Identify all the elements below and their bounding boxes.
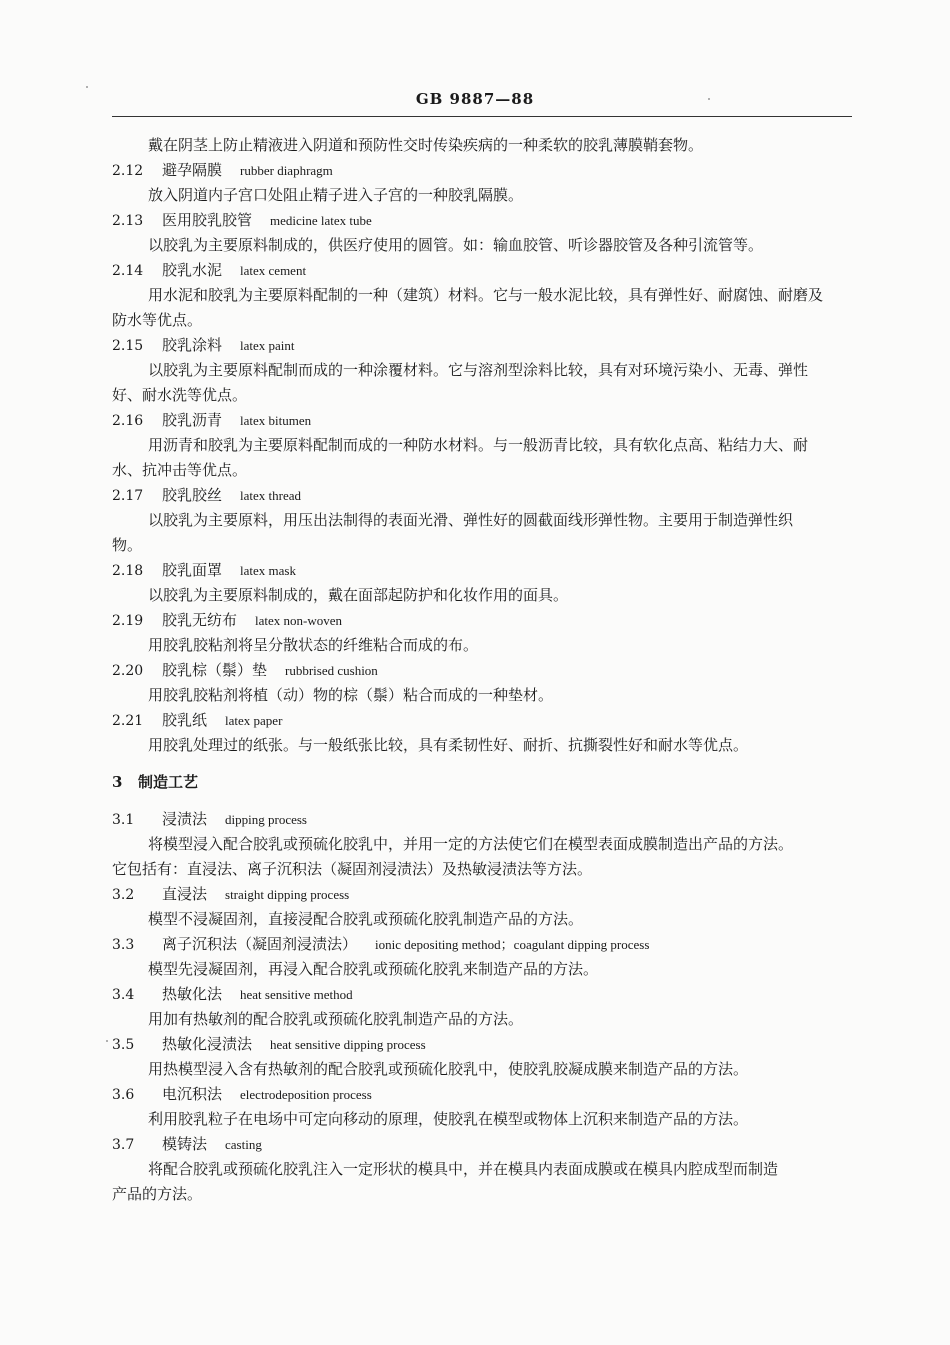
term-english: electrodeposition process — [240, 1087, 372, 1102]
term-heading — [112, 158, 857, 183]
term-chinese: 热敏化法 — [162, 985, 223, 1003]
term-chinese: 胶乳棕（鬃）垫 — [162, 661, 268, 679]
term-heading — [112, 708, 857, 733]
term-english: dipping process — [225, 812, 307, 827]
term-heading — [112, 1132, 857, 1157]
definition-text: 以胶乳为主要原料制成的，戴在面部起防护和化妆作用的面具。 — [148, 586, 569, 604]
term-english: rubbrised cushion — [285, 663, 378, 678]
term-english: rubber diaphragm — [240, 163, 333, 178]
term-english: latex cement — [240, 263, 307, 278]
term-chinese: 直浸法 — [162, 885, 208, 903]
term-english: latex thread — [240, 488, 302, 503]
term-english: latex non-woven — [255, 613, 343, 628]
term-number: 2.21 — [112, 713, 144, 729]
term-number: 2.20 — [112, 663, 144, 679]
term-chinese: 浸渍法 — [162, 810, 208, 828]
term-chinese: 胶乳沥青 — [162, 411, 223, 429]
scan-speck — [86, 86, 88, 88]
term-english: heat sensitive method — [240, 987, 353, 1002]
term-number: 2.12 — [112, 163, 144, 179]
term-heading — [112, 882, 857, 907]
definition-text: 用胶乳处理过的纸张。与一般纸张比较，具有柔韧性好、耐折、抗撕裂性好和耐水等优点。 — [148, 736, 749, 754]
term-english: medicine latex tube — [270, 213, 372, 228]
section-title: 制造工艺 — [138, 773, 199, 791]
term-heading — [112, 258, 857, 283]
term-english: latex mask — [240, 563, 296, 578]
term-number: 2.15 — [112, 338, 144, 354]
term-chinese: 胶乳涂料 — [162, 336, 223, 354]
term-heading — [112, 483, 857, 508]
definition-text: 模型不浸凝固剂，直接浸配合胶乳或预硫化胶乳制造产品的方法。 — [148, 910, 584, 928]
section-heading — [112, 770, 857, 795]
term-chinese: 离子沉积法（凝固剂浸渍法） — [162, 935, 358, 953]
term-english: ionic depositing method；coagulant dipping process — [375, 937, 650, 952]
definition-text: 以胶乳为主要原料，用压出法制得的表面光滑、弹性好的圆截面线形弹性物。主要用于制造弹性织 — [148, 511, 794, 529]
definition-continuation: 好、耐水洗等优点。 — [112, 386, 248, 404]
term-english: latex bitumen — [240, 413, 312, 428]
term-heading — [112, 608, 857, 633]
term-chinese: 胶乳纸 — [162, 711, 208, 729]
term-number: 3.7 — [112, 1137, 135, 1153]
term-heading — [112, 558, 857, 583]
definition-continuation: 水、抗冲击等优点。 — [112, 461, 248, 479]
term-english: straight dipping process — [225, 887, 350, 902]
definition-continuation: 物。 — [112, 536, 143, 554]
term-number: 3.2 — [112, 887, 135, 903]
term-number: 2.16 — [112, 413, 144, 429]
page-header: GB 9887—88 — [415, 90, 535, 108]
definition-text: 戴在阴茎上防止精液进入阴道和预防性交时传染疾病的一种柔软的胶乳薄膜鞘套物。 — [148, 136, 704, 154]
term-heading — [112, 408, 857, 433]
scan-speck — [106, 1040, 108, 1042]
definition-text: 以胶乳为主要原料配制而成的一种涂覆材料。它与溶剂型涂料比较，具有对环境污染小、无毒、弹性 — [148, 361, 809, 379]
term-english: latex paper — [225, 713, 283, 728]
term-chinese: 避孕隔膜 — [162, 161, 223, 179]
header-rule — [112, 116, 852, 117]
term-chinese: 电沉积法 — [162, 1085, 223, 1103]
term-number: 2.18 — [112, 563, 144, 579]
term-chinese: 医用胶乳胶管 — [162, 211, 253, 229]
term-heading — [112, 1082, 857, 1107]
definition-text: 用水泥和胶乳为主要原料配制的一种（建筑）材料。它与一般水泥比较，具有弹性好、耐腐蚀、耐磨及 — [148, 286, 824, 304]
term-chinese: 胶乳无纺布 — [162, 611, 238, 629]
definition-text: 将配合胶乳或预硫化胶乳注入一定形状的模具中，并在模具内表面成膜或在模具内腔成型而制造 — [148, 1160, 779, 1178]
term-number: 2.19 — [112, 613, 144, 629]
term-chinese: 胶乳面罩 — [162, 561, 223, 579]
term-heading — [112, 807, 857, 832]
definition-text: 利用胶乳粒子在电场中可定向移动的原理，使胶乳在模型或物体上沉积来制造产品的方法。 — [148, 1110, 749, 1128]
term-heading — [112, 658, 857, 683]
definition-text: 用热模型浸入含有热敏剂的配合胶乳或预硫化胶乳中，使胶乳胶凝成膜来制造产品的方法。 — [148, 1060, 749, 1078]
definition-text: 以胶乳为主要原料制成的，供医疗使用的圆管。如：输血胶管、听诊器胶管及各种引流管等。 — [148, 236, 764, 254]
term-chinese: 模铸法 — [162, 1135, 208, 1153]
term-heading — [112, 982, 857, 1007]
term-number: 2.14 — [112, 263, 144, 279]
term-chinese: 热敏化浸渍法 — [162, 1035, 253, 1053]
definition-continuation: 产品的方法。 — [112, 1185, 203, 1203]
definition-continuation: 它包括有：直浸法、离子沉积法（凝固剂浸渍法）及热敏浸渍法等方法。 — [112, 860, 593, 878]
definition-text: 模型先浸凝固剂，再浸入配合胶乳或预硫化胶乳来制造产品的方法。 — [148, 960, 599, 978]
term-number: 3.5 — [112, 1037, 135, 1053]
definition-text: 用沥青和胶乳为主要原料配制而成的一种防水材料。与一般沥青比较，具有软化点高、粘结力大、耐 — [148, 436, 809, 454]
section-number: 3 — [112, 773, 123, 791]
term-english: latex paint — [240, 338, 295, 353]
definition-text: 放入阴道内子宫口处阻止精子进入子宫的一种胶乳隔膜。 — [148, 186, 524, 204]
term-heading — [112, 333, 857, 358]
term-number: 3.4 — [112, 987, 135, 1003]
scan-speck — [708, 98, 710, 100]
term-number: 2.17 — [112, 488, 144, 504]
term-heading — [112, 208, 857, 233]
term-number: 3.3 — [112, 937, 135, 953]
term-heading — [112, 932, 857, 957]
definition-text: 用胶乳胶粘剂将植（动）物的棕（鬃）粘合而成的一种垫材。 — [148, 686, 554, 704]
definition-text: 将模型浸入配合胶乳或预硫化胶乳中，并用一定的方法使它们在模型表面成膜制造出产品的方法。 — [148, 835, 794, 853]
term-chinese: 胶乳水泥 — [162, 261, 223, 279]
term-chinese: 胶乳胶丝 — [162, 486, 223, 504]
term-heading — [112, 1032, 857, 1057]
definition-text: 用胶乳胶粘剂将呈分散状态的纤维粘合而成的布。 — [148, 636, 479, 654]
term-english: casting — [225, 1137, 262, 1152]
definition-text: 用加有热敏剂的配合胶乳或预硫化胶乳制造产品的方法。 — [148, 1010, 524, 1028]
term-number: 3.1 — [112, 812, 135, 828]
term-number: 3.6 — [112, 1087, 135, 1103]
term-number: 2.13 — [112, 213, 144, 229]
term-english: heat sensitive dipping process — [270, 1037, 426, 1052]
document-body — [112, 133, 857, 1207]
definition-continuation: 防水等优点。 — [112, 311, 203, 329]
